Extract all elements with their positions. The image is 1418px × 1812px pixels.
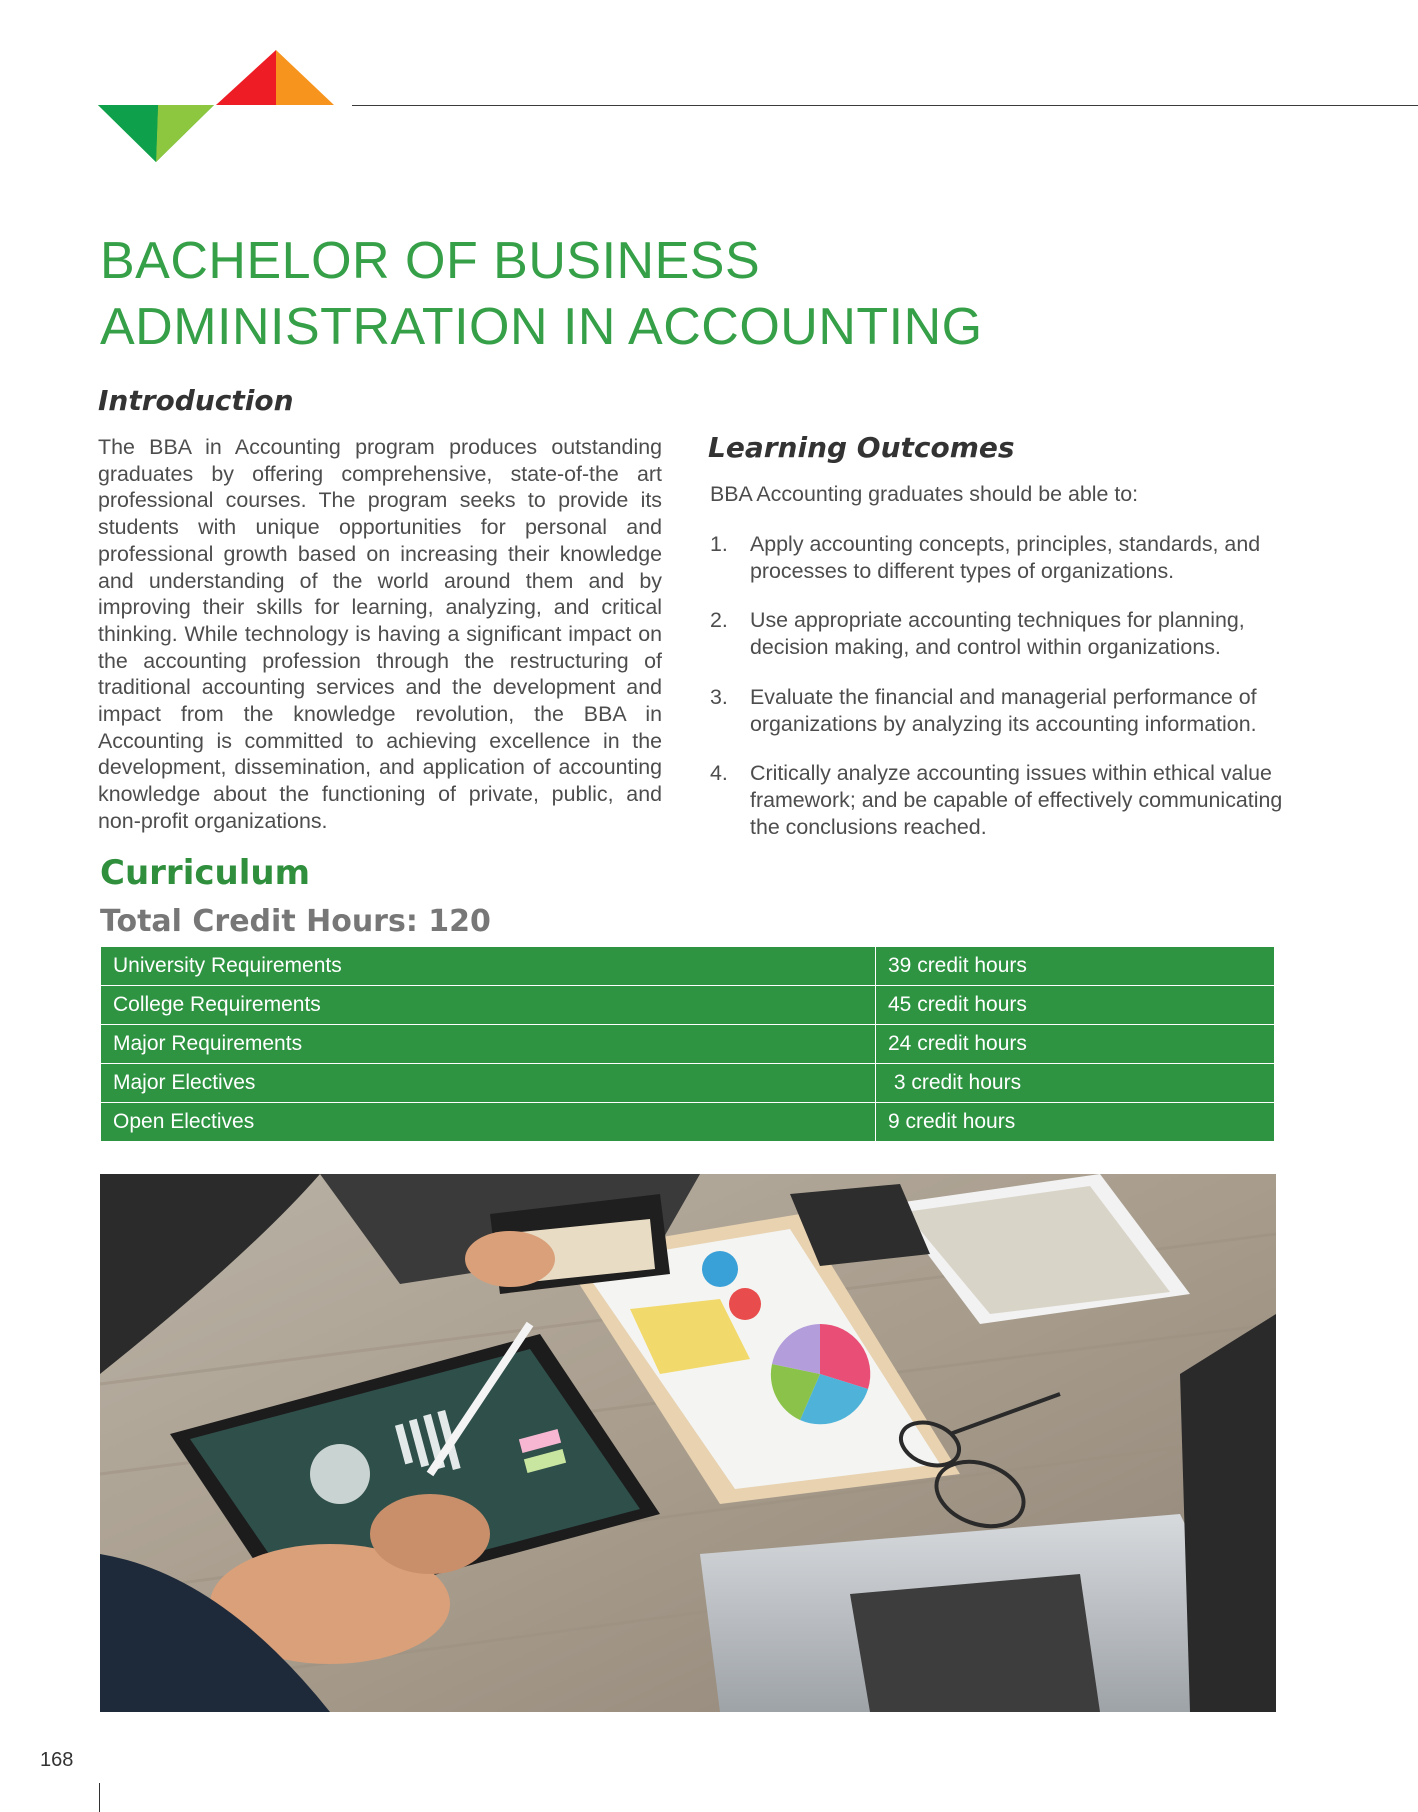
introduction-body: The BBA in Accounting program produces outstanding graduates by offering comprehensive, state-of-the art professional courses. The program seeks to provide its students with unique opportunities for personal and professional growth based on increasing their knowledge and understanding of the world around them and by improving their skills for learning, analyzing, and critical thinking. While technology is having a significant impact on the accounting profession through the restructuring of traditional accounting services and the development and impact from the knowledge revolution, the BBA in Accounting is committed to achieving excellence in the development, dissemination, and application of accounting knowledge about the functioning of private, public, and non-profit organizations.: [98, 435, 662, 833]
header-rule: [352, 105, 1418, 106]
page-title: [100, 228, 1300, 360]
outcome-text: Evaluate the financial and managerial performance of organizations by analyzing its accounting information.: [750, 684, 1257, 736]
outcome-item: [710, 607, 1290, 660]
outcome-text: Apply accounting concepts, principles, standards, and processes to different types of organizations.: [750, 532, 1261, 583]
curriculum-table: [100, 946, 1275, 1142]
table-row: [101, 1103, 1275, 1142]
requirement-hours: 39 credit hours: [876, 947, 1275, 986]
accounting-desk-photo: [100, 1174, 1276, 1712]
outcome-number: 4.: [710, 761, 728, 786]
curriculum-heading: Curriculum: [100, 853, 310, 893]
requirement-hours: 45 credit hours: [876, 986, 1275, 1025]
table-row: [101, 947, 1275, 986]
requirement-name: Open Electives: [101, 1103, 876, 1142]
outcome-number: 1.: [710, 532, 728, 556]
outcome-item: [710, 531, 1290, 584]
total-credit-hours: Total Credit Hours: 120: [100, 904, 491, 939]
requirement-hours: [876, 1064, 1275, 1103]
learning-outcomes-heading: Learning Outcomes: [708, 431, 1015, 464]
outcome-item: [710, 684, 1290, 737]
outcome-text: Use appropriate accounting techniques for planning, decision making, and control within organizations.: [750, 608, 1245, 660]
footer-rule: [99, 1783, 100, 1812]
requirement-name: University Requirements: [101, 947, 876, 986]
requirement-hours: 9 credit hours: [876, 1103, 1275, 1142]
table-row: [101, 1025, 1275, 1064]
outcome-item: [710, 760, 1290, 840]
requirement-name: Major Requirements: [101, 1025, 876, 1064]
page-number: 168: [40, 1749, 74, 1771]
table-row: [101, 1064, 1275, 1103]
table-row: [101, 986, 1275, 1025]
outcome-text: Critically analyze accounting issues within ethical value framework; and be capable of effectively communicating the conclusions reached.: [750, 761, 1283, 839]
outcome-number: 3.: [710, 684, 728, 709]
page-title-line-1: BACHELOR OF BUSINESS: [100, 232, 761, 290]
page-title-line-2: ADMINISTRATION IN ACCOUNTING: [100, 298, 983, 356]
learning-outcomes-lead: BBA Accounting graduates should be able to:: [710, 482, 1139, 506]
requirement-name: Major Electives: [101, 1064, 876, 1103]
requirement-hours: 24 credit hours: [876, 1025, 1275, 1064]
outcome-number: 2.: [710, 608, 728, 633]
triangle-logo-icon: [98, 50, 334, 162]
requirement-name: College Requirements: [101, 986, 876, 1025]
learning-outcomes-list: [710, 531, 1290, 863]
requirement-hours-text: 3 credit hours: [893, 1071, 1022, 1094]
introduction-heading: Introduction: [98, 384, 294, 417]
